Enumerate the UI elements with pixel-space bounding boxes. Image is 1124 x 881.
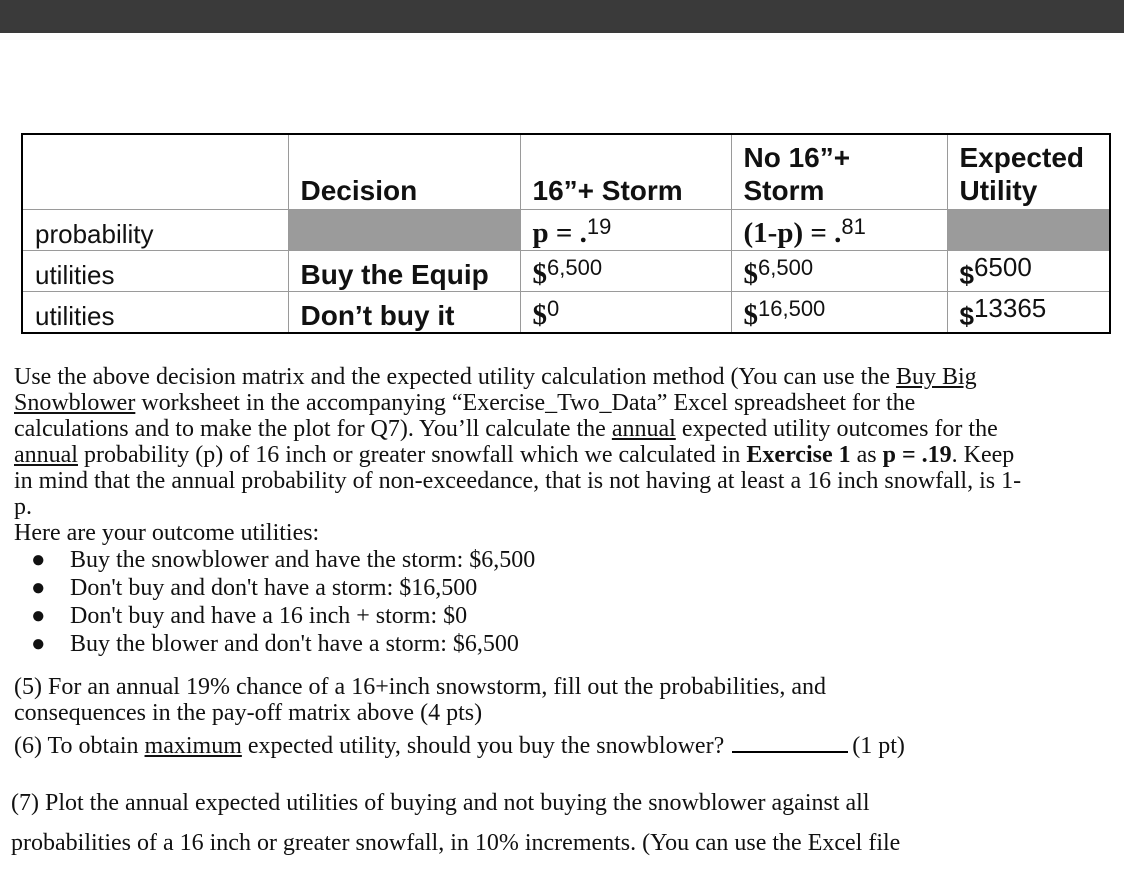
header-storm: 16”+ Storm [520, 134, 731, 210]
storm-probability-cell: p = .$^{19}$ [520, 210, 731, 251]
list-item: ● Buy the snowblower and have the storm: $6,500 [31, 547, 536, 573]
decision-cell: Don’t buy it [288, 292, 520, 334]
header-decision: Decision [288, 134, 520, 210]
question-6: (6) To obtain maximum expected utility, should you buy the snowblower? (1 pt) [14, 733, 905, 759]
storm-utility-cell: \$$^0$ [520, 292, 731, 334]
expected-utility-cell: $13365 [947, 292, 1110, 334]
row-label: probability [22, 210, 288, 251]
question-7-line-2: probabilities of a 16 inch or greater snowfall, in 10% increments. (You can use the Excel file [11, 830, 901, 856]
no-storm-utility-cell: \$$^{6,500}$ [731, 251, 947, 292]
list-item: ● Don't buy and don't have a storm: $16,500 [31, 575, 478, 601]
table-row [22, 292, 1110, 334]
list-item: ● Don't buy and have a 16 inch + storm: $0 [31, 603, 468, 629]
header-no-storm: No 16”+ Storm [731, 134, 947, 210]
no-storm-probability-cell: (1-p) = .$^{81}$ [731, 210, 947, 251]
expected-utility-cell: $6500 [947, 251, 1110, 292]
header-expected-utility: Expected Utility [947, 134, 1110, 210]
expected-utility-cell [947, 210, 1110, 251]
row-label: utilities [22, 251, 288, 292]
bullet-icon: ● [31, 547, 46, 573]
storm-utility-cell: \$$^{6,500}$ [520, 251, 731, 292]
table-row [22, 251, 1110, 292]
question-7-line-1: (7) Plot the annual expected utilities of buying and not buying the snowblower against all [11, 790, 870, 816]
intro-paragraph: Use the above decision matrix and the expected utility calculation method (You can use the Buy Big Snowblower worksheet in the accompanying “Exercise_Two_Data” Excel spreadsheet for the calculations and to make the plot for Q7). You’ll calculate the annual expected utility outcomes for the annual probability (p) of 16 inch or greater snowfall which we calculated in Exercise 1 as p = .19. Keep in mind that the annual probability of non-exceedance, that is not having at least a 16 inch snowfall, is 1-p. [14, 364, 1022, 520]
worksheet-link[interactable]: Buy Big Snowblower [14, 364, 977, 416]
decision-cell: Buy the Equip [288, 251, 520, 292]
outcome-utilities-heading: Here are your outcome utilities: [14, 520, 320, 546]
row-label: utilities [22, 292, 288, 334]
top-bar [0, 0, 1124, 33]
table-row [22, 210, 1110, 251]
matrix-header-row [22, 134, 1110, 210]
list-item: ● Buy the blower and don't have a storm: $6,500 [31, 631, 519, 657]
question-5: (5) For an annual 19% chance of a 16+inch snowstorm, fill out the probabilities, and consequences in the pay-off matrix above (4 pts) [14, 674, 827, 726]
bullet-icon: ● [31, 603, 46, 629]
bullet-icon: ● [31, 631, 46, 657]
no-storm-utility-cell: \$$^{16,500}$ [731, 292, 947, 334]
bullet-icon: ● [31, 575, 46, 601]
answer-blank[interactable] [732, 731, 848, 753]
decision-cell [288, 210, 520, 251]
decision-matrix [21, 133, 1111, 334]
outcome-utilities-list [14, 546, 535, 658]
header-empty-cell [22, 134, 288, 210]
